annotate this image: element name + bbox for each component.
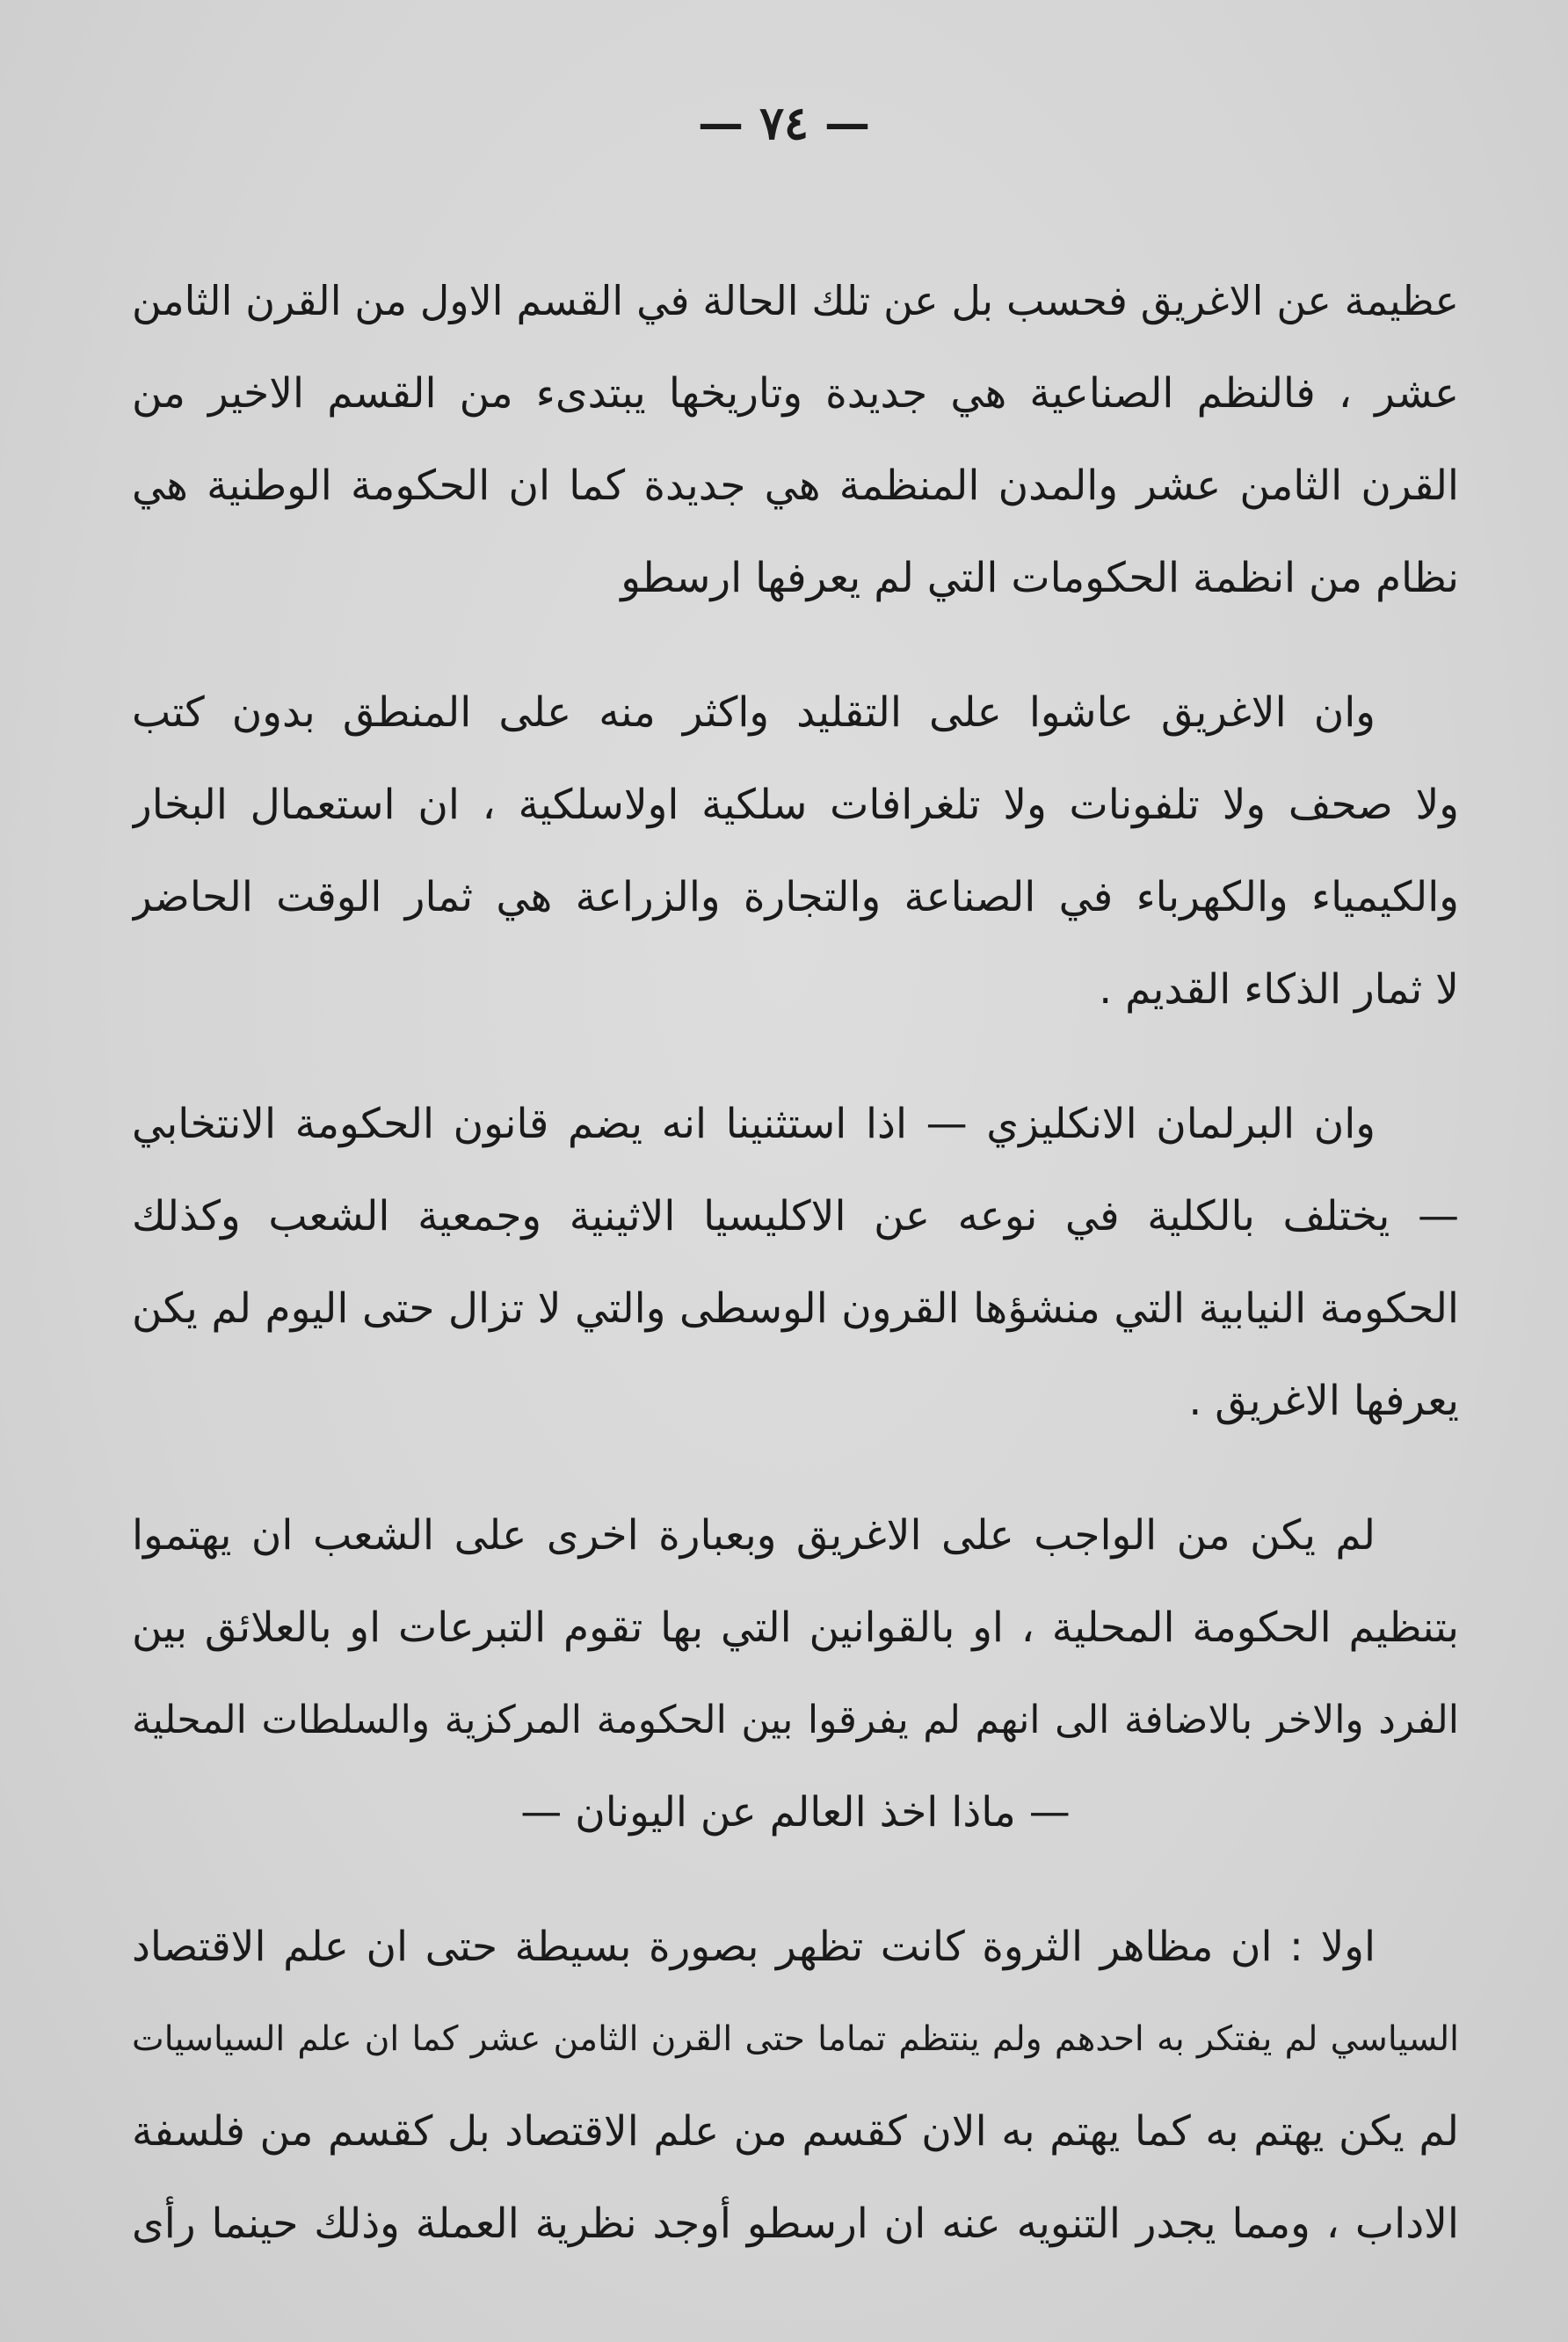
paragraph-1: [132, 255, 1459, 624]
text-line: الاداب ، ومما يجدر التنويه عنه ان ارسطو أوجد نظرية العملة وذلك حينما رأى: [132, 2200, 1459, 2248]
text-line: وان البرلمان الانكليزي — اذا استثنينا انه يضم قانون الحكومة الانتخابي: [132, 1100, 1376, 1148]
paragraph-5: [132, 1901, 1459, 2270]
paragraph-2: [132, 666, 1459, 1036]
text-line: — يختلف بالكلية في نوعه عن الاكليسيا الاثينية وجمعية الشعب وكذلك: [132, 1192, 1459, 1240]
text-line: عشر ، فالنظم الصناعية هي جديدة وتاريخها يبتدىء من القسم الاخير من: [132, 369, 1459, 418]
paragraph-3: [132, 1078, 1459, 1447]
text-line: ولا صحف ولا تلفونات ولا تلغرافات سلكية اولاسلكية ، ان استعمال البخار: [132, 781, 1459, 829]
text-line: لم يكن من الواجب على الاغريق وبعبارة اخرى على الشعب ان يهتموا: [132, 1511, 1376, 1560]
text-line: يعرفها الاغريق .: [1188, 1377, 1459, 1425]
text-line: الفرد والاخر بالاضافة الى انهم لم يفرقوا بين الحكومة المركزية والسلطات المحلية: [132, 1698, 1459, 1742]
page-number: — ٧٤ —: [697, 97, 871, 150]
text-line: لم يكن يهتم به كما يهتم به الان كقسم من علم الاقتصاد بل كقسم من فلسفة: [132, 2107, 1459, 2156]
paragraph-4: [132, 1489, 1459, 1766]
page-body: [132, 255, 1459, 2270]
text-line: والكيمياء والكهرباء في الصناعة والتجارة والزراعة هي ثمار الوقت الحاضر: [132, 873, 1459, 921]
text-line: لا ثمار الذكاء القديم .: [1099, 965, 1459, 1014]
text-line: اولا : ان مظاهر الثروة كانت تظهر بصورة بسيطة حتى ان علم الاقتصاد: [132, 1923, 1376, 1971]
text-line: الحكومة النيابية التي منشؤها القرون الوسطى والتي لا تزال حتى اليوم لم يكن: [132, 1284, 1459, 1333]
section-heading: — ماذا اخذ العالم عن اليونان —: [520, 1788, 1071, 1837]
text-line: عظيمة عن الاغريق فحسب بل عن تلك الحالة في القسم الاول من القرن الثامن: [132, 277, 1459, 324]
text-line: القرن الثامن عشر والمدن المنظمة هي جديدة كما ان الحكومة الوطنية هي: [132, 462, 1459, 510]
section-heading-block: [132, 1766, 1459, 1858]
text-line: وان الاغريق عاشوا على التقليد واكثر منه على المنطق بدون كتب: [132, 688, 1376, 737]
text-line: السياسي لم يفتكر به احدهم ولم ينتظم تماما حتى القرن الثامن عشر كما ان علم السياسيات: [132, 2019, 1459, 2059]
text-line: نظام من انظمة الحكومات التي لم يعرفها ارسطو: [621, 554, 1459, 602]
text-line: بتنظيم الحكومة المحلية ، او بالقوانين التي بها تقوم التبرعات او بالعلائق بين: [132, 1604, 1459, 1652]
